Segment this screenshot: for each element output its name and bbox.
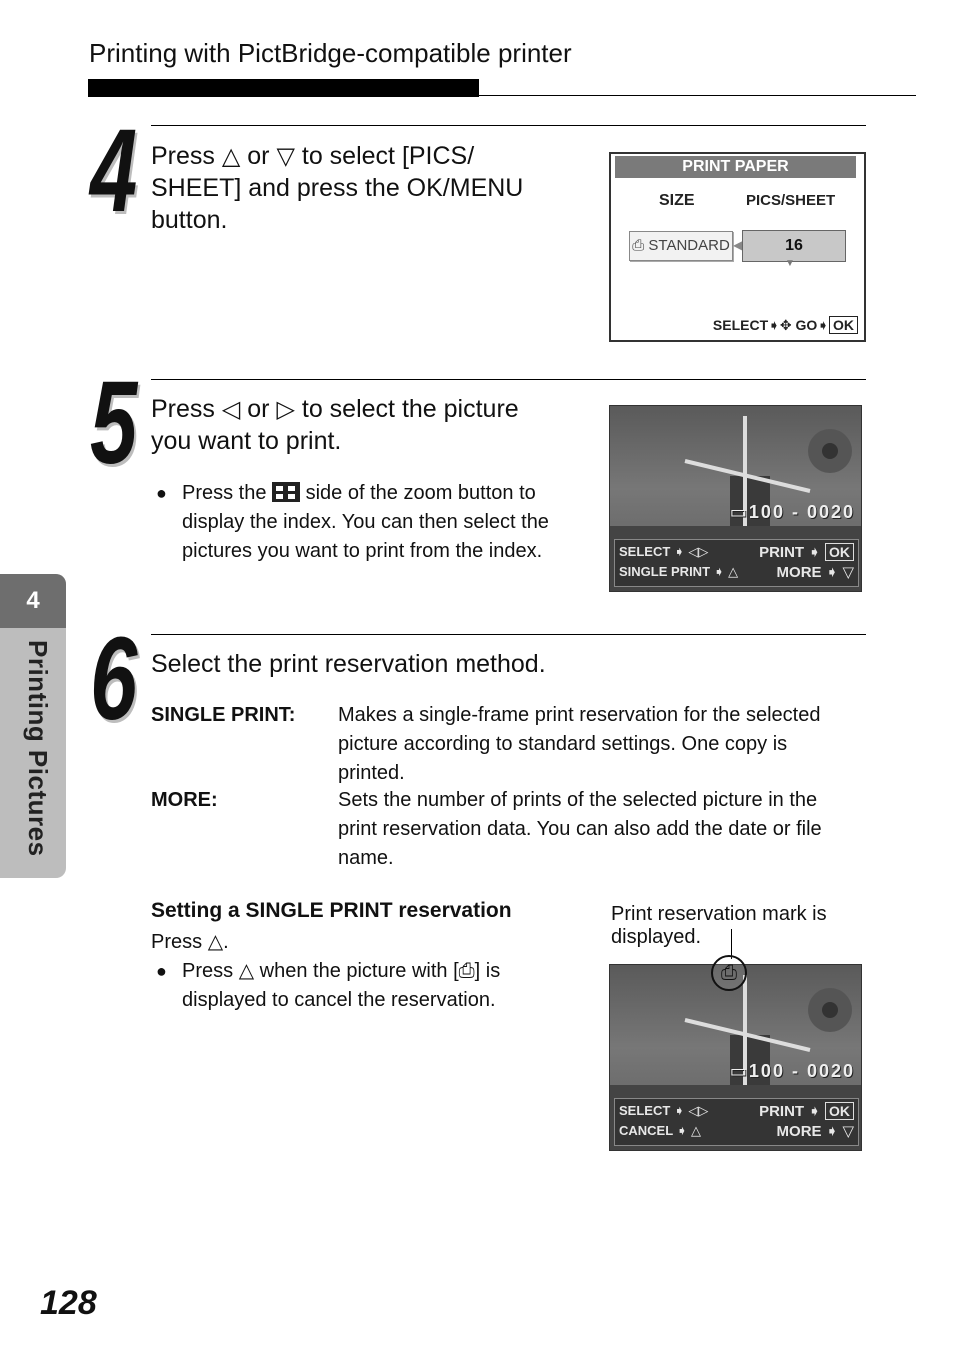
print-label: PRINT [759, 1103, 805, 1120]
def-text: name. [338, 847, 394, 869]
step5-text: Press [151, 395, 215, 423]
step-number-5: 5 [90, 357, 138, 489]
def-text: printed. [338, 762, 405, 784]
select-label: SELECT [619, 544, 671, 559]
single-print-label: SINGLE PRINT [619, 564, 711, 579]
more-label: MORE [776, 564, 822, 581]
ok-button[interactable]: OK [825, 543, 854, 561]
more-label: MORE [776, 1123, 822, 1140]
down-arrow-icon: ▽ [276, 143, 295, 170]
bullet-icon: ● [156, 961, 167, 981]
bullet-text: when the picture with [ [259, 960, 459, 982]
card-icon: ▭ [729, 1061, 749, 1081]
ok-button[interactable]: OK [829, 316, 858, 334]
def-term: SINGLE PRINT: [151, 704, 296, 726]
up-arrow-icon: △ [221, 143, 241, 170]
select-label: SELECT [712, 317, 769, 333]
up-arrow-icon: △ [238, 960, 255, 982]
header-rule [479, 95, 916, 96]
arrow-icon: ➧ [817, 317, 829, 333]
step6-bullet [156, 957, 596, 1015]
def-text: print reservation data. You can also add the date or file [338, 818, 822, 840]
windmill-photo-screen [609, 405, 862, 592]
page-number: 128 [40, 1284, 97, 1322]
step5-instruction [151, 393, 591, 457]
print-control: PRINT ➧ OK [759, 1102, 854, 1120]
step4-rule [151, 125, 866, 126]
index-icon [272, 482, 300, 502]
step-number-6: 6 [90, 613, 138, 745]
windmill-photo-screen-reserved [609, 964, 862, 1151]
file-number [730, 502, 855, 523]
print-control: PRINT ➧ OK [759, 543, 854, 561]
press-line [151, 928, 229, 957]
printer-icon: ⎙ [632, 237, 645, 254]
bullet-icon: ● [156, 483, 167, 503]
printer-icon: ⎙ [458, 960, 475, 982]
chapter-label: Printing Pictures [23, 640, 53, 857]
press-text: . [223, 931, 229, 953]
go-label: GO [795, 317, 818, 333]
step6-heading: Select the print reservation method. [151, 650, 546, 678]
bullet-text: pictures you want to print from the index. [182, 540, 543, 562]
def-text: Makes a single-frame print reservation for the selected [338, 704, 821, 726]
step-number-4: 4 [90, 105, 138, 237]
bullet-text: ] is [474, 960, 501, 982]
step6-rule [151, 634, 866, 635]
page-header-title: Printing with PictBridge-compatible printer [89, 38, 572, 68]
chapter-number: 4 [0, 574, 66, 628]
size-option-standard[interactable] [629, 231, 733, 261]
size-label: SIZE [659, 192, 695, 209]
step5-rule [151, 379, 866, 380]
up-arrow-icon: △ [207, 931, 224, 953]
ok-button[interactable]: OK [825, 1102, 854, 1120]
arrow-icon: ➧ [768, 317, 780, 333]
single-print-control: SINGLE PRINT ➧ △ [619, 564, 739, 579]
screen-control-bar [614, 539, 859, 587]
caption-text: Print reservation mark is [611, 903, 827, 925]
bullet-text: Press [182, 960, 234, 982]
step4-text: button. [151, 206, 228, 234]
step4-text: or [247, 142, 270, 170]
bullet-text: Press the [182, 482, 267, 504]
step5-bullet [156, 479, 596, 566]
screen-control-bar [614, 1098, 859, 1146]
cancel-label: CANCEL [619, 1123, 673, 1138]
select-label: SELECT [619, 1103, 671, 1118]
step5-text: you want to print. [151, 427, 342, 455]
header-bar [88, 79, 479, 97]
cancel-control: CANCEL ➧ △ [619, 1123, 702, 1138]
print-label: PRINT [759, 544, 805, 561]
more-control: MORE ➧ ▽ [776, 564, 854, 581]
caption-text: displayed. [611, 926, 702, 948]
select-control: SELECT ➧ ◁▷ [619, 1103, 709, 1118]
def-term: MORE: [151, 789, 218, 811]
size-value: STANDARD [648, 237, 730, 254]
file-number-text: 100 - 0020 [748, 502, 855, 522]
more-control: MORE ➧ ▽ [776, 1123, 854, 1140]
screen-title: PRINT PAPER [615, 156, 856, 178]
print-reservation-mark-icon: ⎙ [711, 955, 747, 991]
sub-heading: Setting a SINGLE PRINT reservation [151, 899, 512, 922]
pics-sheet-label: PICS/SHEET [746, 192, 836, 209]
step4-text: to select [PICS/ [301, 142, 475, 170]
step5-text: or [247, 395, 270, 423]
step4-text: Press [151, 142, 215, 170]
def-text: Sets the number of prints of the selected picture in the [338, 789, 818, 811]
card-icon: ▭ [729, 502, 749, 522]
file-number-text: 100 - 0020 [748, 1061, 855, 1081]
def-more [151, 786, 871, 873]
screen-footer [713, 316, 858, 334]
press-text: Press [151, 931, 203, 953]
definitions-list [151, 701, 871, 873]
step5-text: to select the picture [301, 395, 519, 423]
down-triangle-icon: ▼ [785, 258, 795, 269]
bullet-text: display the index. You can then select the [182, 511, 549, 533]
caption [611, 903, 827, 949]
step4-text: SHEET] and press the OK/MENU [151, 174, 524, 202]
select-control: SELECT ➧ ◁▷ [619, 544, 709, 559]
file-number [730, 1061, 855, 1082]
bullet-text: displayed to cancel the reservation. [182, 989, 496, 1011]
dpad-icon: ✥ [779, 317, 792, 333]
def-single-print [151, 701, 871, 788]
bullet-text: side of the zoom button to [305, 482, 536, 504]
right-arrow-icon: ▷ [276, 396, 295, 423]
def-text: picture according to standard settings. One copy is [338, 733, 788, 755]
step4-instruction [151, 140, 591, 236]
print-paper-screen [609, 152, 866, 342]
left-arrow-icon: ◀ [733, 238, 743, 252]
pics-sheet-option[interactable]: 16 [742, 230, 846, 262]
left-arrow-icon: ◁ [221, 396, 241, 423]
